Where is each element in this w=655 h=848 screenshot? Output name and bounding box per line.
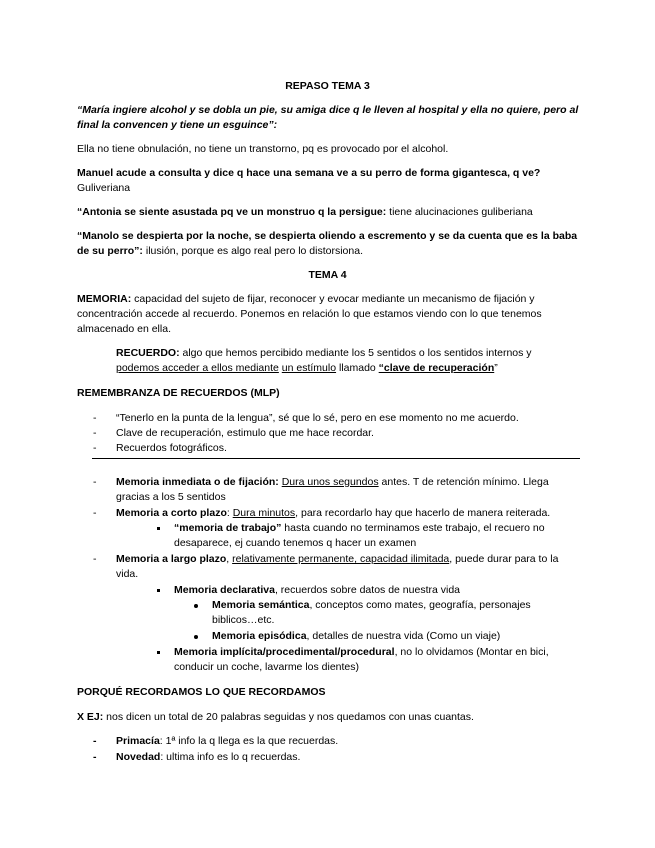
dash-bullet: - — [93, 412, 97, 424]
episodica-line — [212, 630, 500, 643]
memoria-line-3: almacenado en ella. — [77, 323, 171, 335]
declarativa-label: Memoria declarativa — [174, 584, 275, 596]
episodica-rest: , detalles de nuestra vida (Como un viaje) — [306, 630, 501, 642]
trabajo-rest: hasta cuando no terminamos este trabajo, el recuero no — [281, 522, 545, 534]
corto-underline: Dura minutos — [232, 507, 296, 519]
horizontal-rule — [92, 458, 580, 459]
novedad-label: Novedad — [116, 751, 161, 763]
novedad-line — [116, 751, 300, 764]
xej-rest: nos dicen un total de 20 palabras seguidas y nos quedamos con unas cuantas. — [103, 711, 474, 723]
novedad-rest: : ultima info es lo q recuerdas. — [160, 751, 301, 763]
trabajo-line-1 — [174, 522, 545, 535]
primacia-label: Primacía — [116, 735, 160, 747]
question-1-line-1: “María ingiere alcohol y se dobla un pie, su amiga dice q le lleven al hospital y ella no quiere, pero al — [77, 104, 579, 116]
implicita-rest: , no lo olvidamos (Montar en bici, — [394, 646, 549, 658]
square-bullet-icon — [157, 527, 160, 530]
inmediata-underline: Dura unos segundos — [281, 476, 379, 488]
question-3: “Antonia se siente asustada pq ve un monstruo q la persigue: — [77, 206, 387, 218]
memoria-label: MEMORIA: — [77, 293, 132, 305]
clave-de-recuperacion: “clave de recuperación — [378, 362, 495, 374]
recuerdo-def: algo que hemos percibido mediante los 5 sentidos o los sentidos internos y — [179, 347, 532, 359]
semantica-line-1 — [212, 599, 531, 612]
porque-title: PORQUÉ RECORDAMOS LO QUE RECORDAMOS — [77, 686, 326, 698]
recuerdo-line-2 — [116, 362, 498, 375]
dash-bullet: - — [93, 442, 97, 454]
inmediata-rest: antes. T de retención mínimo. Llega — [378, 476, 549, 488]
xej-label: X EJ: — [77, 711, 104, 723]
corto-rest: , para recordarlo hay que hacerlo de manera reiterada. — [295, 507, 551, 519]
episodica-label: Memoria episódica — [212, 630, 307, 642]
answer-3: tiene alucinaciones guliberiana — [386, 206, 533, 218]
primacia-rest: : 1ª info la q llega es la que recuerdas. — [159, 735, 339, 747]
square-bullet-icon — [157, 589, 160, 592]
semantica-rest: , conceptos como mates, geografía, personajes — [309, 599, 531, 611]
implicita-line-2: conducir un coche, lavarme los dientes) — [174, 661, 360, 673]
semantica-line-2: biblicos…etc. — [212, 614, 275, 626]
question-1-line-2: final la convencen y tiene un esguince”: — [77, 119, 278, 131]
remembranza-item-3: Recuerdos fotográficos. — [116, 442, 227, 454]
answer-1: Ella no tiene obnulación, no tiene un transtorno, pq es provocado por el alcohol. — [77, 143, 449, 155]
recuerdo-underline-1: podemos acceder a ellos mediante — [116, 362, 279, 374]
largo-line-1: Memoria a largo plazo, relativamente permanente, capacidad ilimitada, puede durar para to la — [116, 553, 559, 565]
inmediata-label: Memoria inmediata o de fijación: — [116, 476, 279, 488]
answer-2: Guliveriana — [77, 182, 131, 194]
semantica-label: Memoria semántica — [212, 599, 310, 611]
recuerdo-label: RECUERDO: — [116, 347, 180, 359]
dash-bullet: - — [93, 553, 97, 565]
remembranza-title: REMEMBRANZA DE RECUERDOS (MLP) — [77, 387, 280, 399]
implicita-label: Memoria implícita/procedimental/procedural — [174, 646, 395, 658]
question-4-line-1: “Manolo se despierta por la noche, se despierta oliendo a escremento y se da cuenta que es la baba — [77, 230, 578, 242]
dash-bullet: - — [93, 476, 97, 488]
corto-label: Memoria a corto plazo — [116, 507, 227, 519]
recuerdo-end: ” — [494, 362, 498, 374]
round-bullet-icon — [194, 604, 198, 608]
remembranza-item-2: Clave de recuperación, estimulo que me hace recordar. — [116, 427, 374, 439]
repaso-title: REPASO TEMA 3 — [285, 80, 370, 92]
trabajo-label: “memoria de trabajo” — [174, 522, 282, 534]
corto-line: Memoria a corto plazo: Dura minutos, para recordarlo hay que hacerlo de manera reiterada. — [116, 507, 551, 519]
dash-bullet: - — [93, 507, 97, 519]
dash-bullet: - — [93, 427, 97, 439]
largo-underline: relativamente permanente, capacidad ilimitada — [232, 553, 450, 565]
trabajo-line-2: desaparece, ej cuando tenemos q hacer un examen — [174, 537, 417, 549]
memoria-line-2: concentración accede al recuerdo. Ponemos en relación lo que estamos viendo con lo que tenemos — [77, 308, 542, 320]
dash-bullet: - — [93, 735, 97, 747]
question-4-line-2 — [77, 245, 363, 258]
declarativa-line — [174, 584, 460, 597]
inmediata-line-1 — [116, 476, 549, 489]
square-bullet-icon — [157, 651, 160, 654]
question-2: Manuel acude a consulta y dice q hace una semana ve a su perro de forma gigantesca, q ve? — [77, 167, 541, 179]
xej-line — [77, 711, 474, 724]
inmediata-line-2: gracias a los 5 sentidos — [116, 491, 226, 503]
memoria-line-1 — [77, 293, 535, 306]
largo-line-2: vida. — [116, 568, 139, 580]
answer-4: ilusión, porque es algo real pero lo distorsiona. — [142, 245, 363, 257]
recuerdo-underline-2: un estímulo — [281, 362, 337, 374]
implicita-line-1 — [174, 646, 549, 659]
declarativa-rest: , recuerdos sobre datos de nuestra vida — [274, 584, 460, 596]
dash-bullet: - — [93, 751, 97, 763]
memoria-def: capacidad del sujeto de fijar, reconocer y evocar mediante un mecanismo de fijación y — [131, 293, 535, 305]
tema4-title: TEMA 4 — [308, 269, 347, 281]
round-bullet-icon — [194, 635, 198, 639]
largo-label: Memoria a largo plazo — [116, 553, 227, 565]
largo-rest: , puede durar para to la — [449, 553, 559, 565]
remembranza-item-1: “Tenerlo en la punta de la lengua”, sé que lo sé, pero en ese momento no me acuerdo. — [116, 412, 519, 424]
recuerdo-mid: llamado — [336, 362, 379, 374]
primacia-line — [116, 735, 338, 748]
question-4-end: de su perro”: — [77, 245, 143, 257]
question-3-line — [77, 206, 533, 219]
recuerdo-line-1 — [116, 347, 532, 360]
